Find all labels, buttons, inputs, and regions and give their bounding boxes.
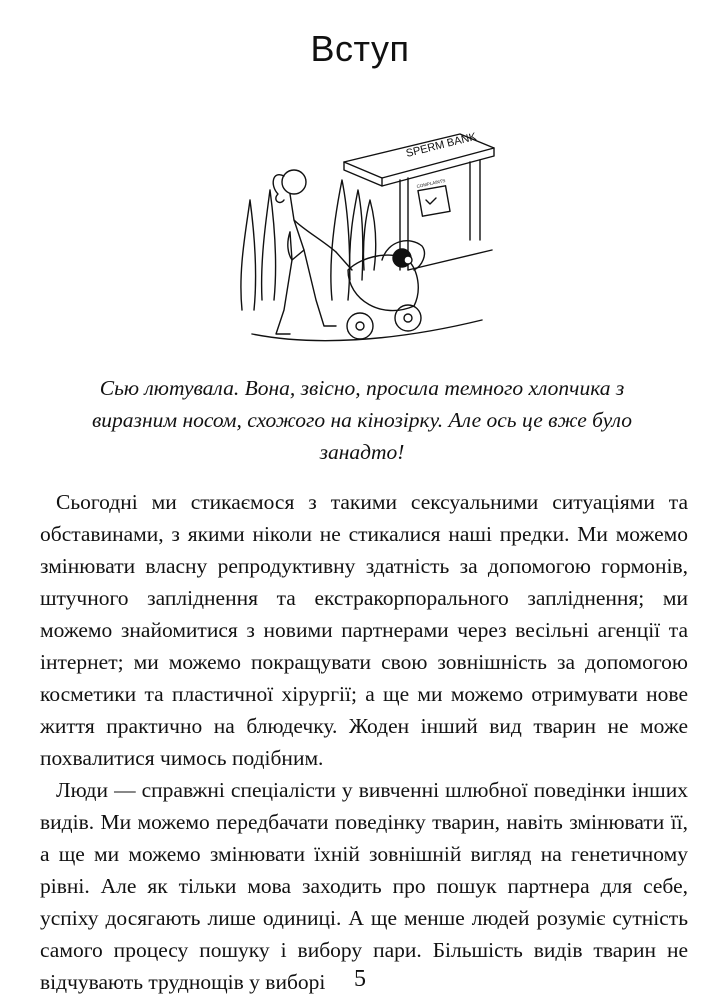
page-number: 5: [354, 966, 366, 992]
sign-text: SPERM BANK: [404, 130, 478, 160]
trees: [241, 180, 376, 310]
paragraph-2: Люди — справжні спеціалісти у вивченні шлюбної поведінки інших видів. Ми можемо передбачати поведінку тварин, навіть змінювати її, а ще ми можемо змінювати їхній зовнішній вигляд на генетичному рівні. Але як тільки мова заходить про пошук партнера для себе, успіху досягають лише одиниці. А ще менше людей розуміє сутність самого процесу пошуку і вибору пари. Більшість видів тварин не відчувають труднощів у виборі: [40, 778, 688, 994]
page-title: Вступ: [310, 28, 410, 69]
sperm-bank-building: [344, 131, 494, 270]
cartoon-drawing: [232, 120, 502, 348]
window-sign-text: COMPLAINTS: [416, 178, 446, 189]
cartoon-illustration: [232, 120, 502, 348]
body-text: [40, 486, 688, 998]
woman-figure: [273, 170, 336, 334]
paragraph-1: Сьогодні ми стикаємося з такими сексуальними ситуаціями та обставинами, з якими ніколи не стикалися наші предки. Ми можемо змінювати власну репродуктивну здатність за допомогою гормонів, штучного запліднення та екстракорпорального запліднення; ми можемо знайомитися з новими партнерами через весільні агенції та інтернет; ми можемо покращувати свою зовнішність за допомогою косметики та пластичної хірургії; а ще ми можемо отримувати нове життя практично на блюдечку. Жоден інший вид тварин не може похвалитися чимось подібним.: [40, 490, 688, 770]
illustration-caption: Сью лютувала. Вона, звісно, просила темного хлопчика з виразним носом, схожого на кінозірку. Але ось це вже було занадто!: [91, 376, 633, 464]
